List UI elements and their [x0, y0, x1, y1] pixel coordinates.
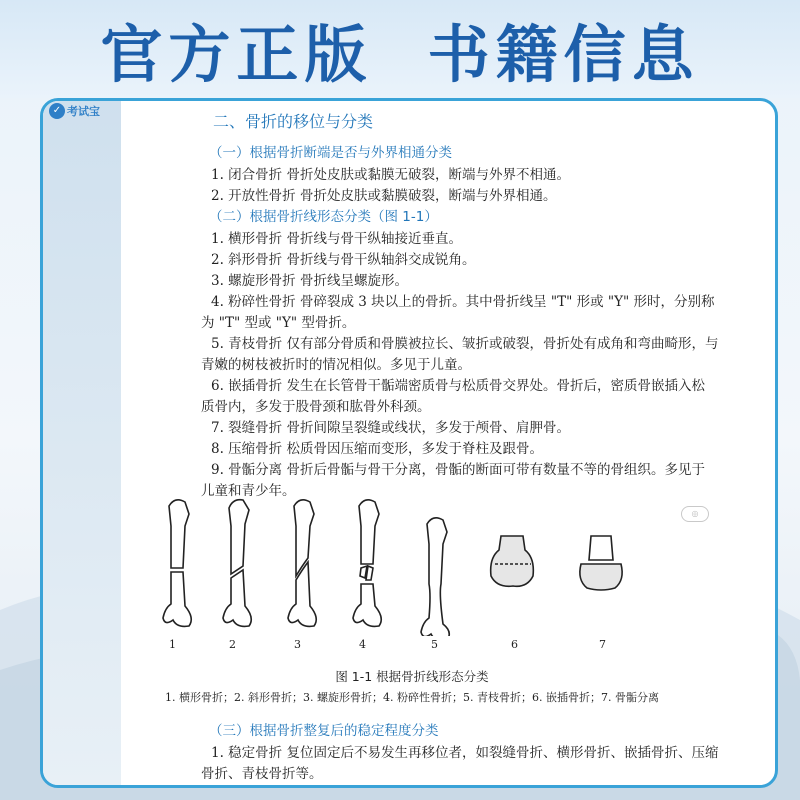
text-line: 儿童和青少年。	[201, 483, 296, 499]
figure-number: 5	[431, 638, 438, 651]
logo-text: 考试宝	[67, 105, 100, 118]
text-line: 9. 骨骺分离 骨折后骨骺与骨干分离，骨骺的断面可带有数量不等的骨组织。多见于	[211, 462, 705, 478]
watermark-stamp-icon: ◎	[681, 506, 709, 522]
figure-number: 7	[599, 638, 606, 651]
fracture-figure	[161, 496, 701, 656]
femur-transverse-fracture	[163, 500, 191, 627]
figure-caption: 图 1-1 根据骨折线形态分类	[335, 669, 489, 684]
text-line: 1. 稳定骨折 复位固定后不易发生再移位者，如裂缝骨折、横形骨折、嵌插骨折、压缩	[211, 745, 719, 761]
text-line: 青嫩的树枝被折时的情况相似。多见于儿童。	[201, 357, 471, 373]
subsection-title-3: （三）根据骨折整复后的稳定程度分类	[209, 723, 439, 739]
figure-number: 3	[294, 638, 301, 651]
bone-impacted-fracture	[491, 536, 534, 586]
figure-number: 1	[169, 638, 176, 651]
text-line: 骨折、青枝骨折等。	[201, 766, 323, 782]
banner-title: 官方正版 书籍信息	[100, 17, 700, 91]
figure-number: 6	[511, 638, 518, 651]
text-line: 为 "T" 型或 "Y" 型骨折。	[201, 315, 356, 331]
femur-greenstick-fracture	[421, 518, 449, 636]
bone-epiphyseal-separation	[580, 536, 622, 590]
text-line: 5. 青枝骨折 仅有部分骨质和骨膜被拉长、皱折或破裂，骨折处有成角和弯曲畸形，与	[211, 336, 719, 352]
text-line: 6. 嵌插骨折 发生在长管骨干骺端密质骨与松质骨交界处。骨折后，密质骨嵌插入松	[211, 378, 705, 394]
subsection-title-1: （一）根据骨折断端是否与外界相通分类	[209, 145, 452, 161]
femur-spiral-fracture	[288, 500, 316, 627]
subsection-title-2: （二）根据骨折线形态分类（图 1-1）	[209, 209, 438, 225]
fracture-illustration	[161, 496, 701, 636]
figure-legend: 1. 横形骨折；2. 斜形骨折；3. 螺旋形骨折；4. 粉碎性骨折；5. 青枝骨折；6. 嵌插骨折；7. 骨骺分离	[165, 691, 659, 704]
text-line: 2. 开放性骨折 骨折处皮肤或黏膜破裂，断端与外界相通。	[211, 188, 557, 204]
text-line: 7. 裂缝骨折 骨折间隙呈裂缝或线状，多发于颅骨、肩胛骨。	[211, 420, 570, 436]
text-line: 质骨内，多发于股骨颈和肱骨外科颈。	[201, 399, 431, 415]
section-title: 二、骨折的移位与分类	[213, 112, 374, 131]
femur-comminuted-fracture	[353, 500, 381, 627]
logo-icon: ✓	[49, 103, 65, 119]
text-line: 1. 闭合骨折 骨折处皮肤或黏膜无破裂，断端与外界不相通。	[211, 167, 570, 183]
text-line: 8. 压缩骨折 松质骨因压缩而变形，多发于脊柱及跟骨。	[211, 441, 543, 457]
text-line: 3. 螺旋形骨折 骨折线呈螺旋形。	[211, 273, 408, 289]
figure-number: 4	[359, 638, 366, 651]
femur-oblique-fracture	[223, 500, 251, 627]
text-line: 4. 粉碎性骨折 骨碎裂成 3 块以上的骨折。其中骨折线呈 "T" 形或 "Y" 形时，分别称	[211, 294, 715, 310]
banner	[0, 0, 800, 98]
text-line: 1. 横形骨折 骨折线与骨干纵轴接近垂直。	[211, 231, 462, 247]
book-page-card	[40, 98, 778, 788]
text-line: 2. 斜形骨折 骨折线与骨干纵轴斜交成锐角。	[211, 252, 476, 268]
figure-number: 2	[229, 638, 236, 651]
